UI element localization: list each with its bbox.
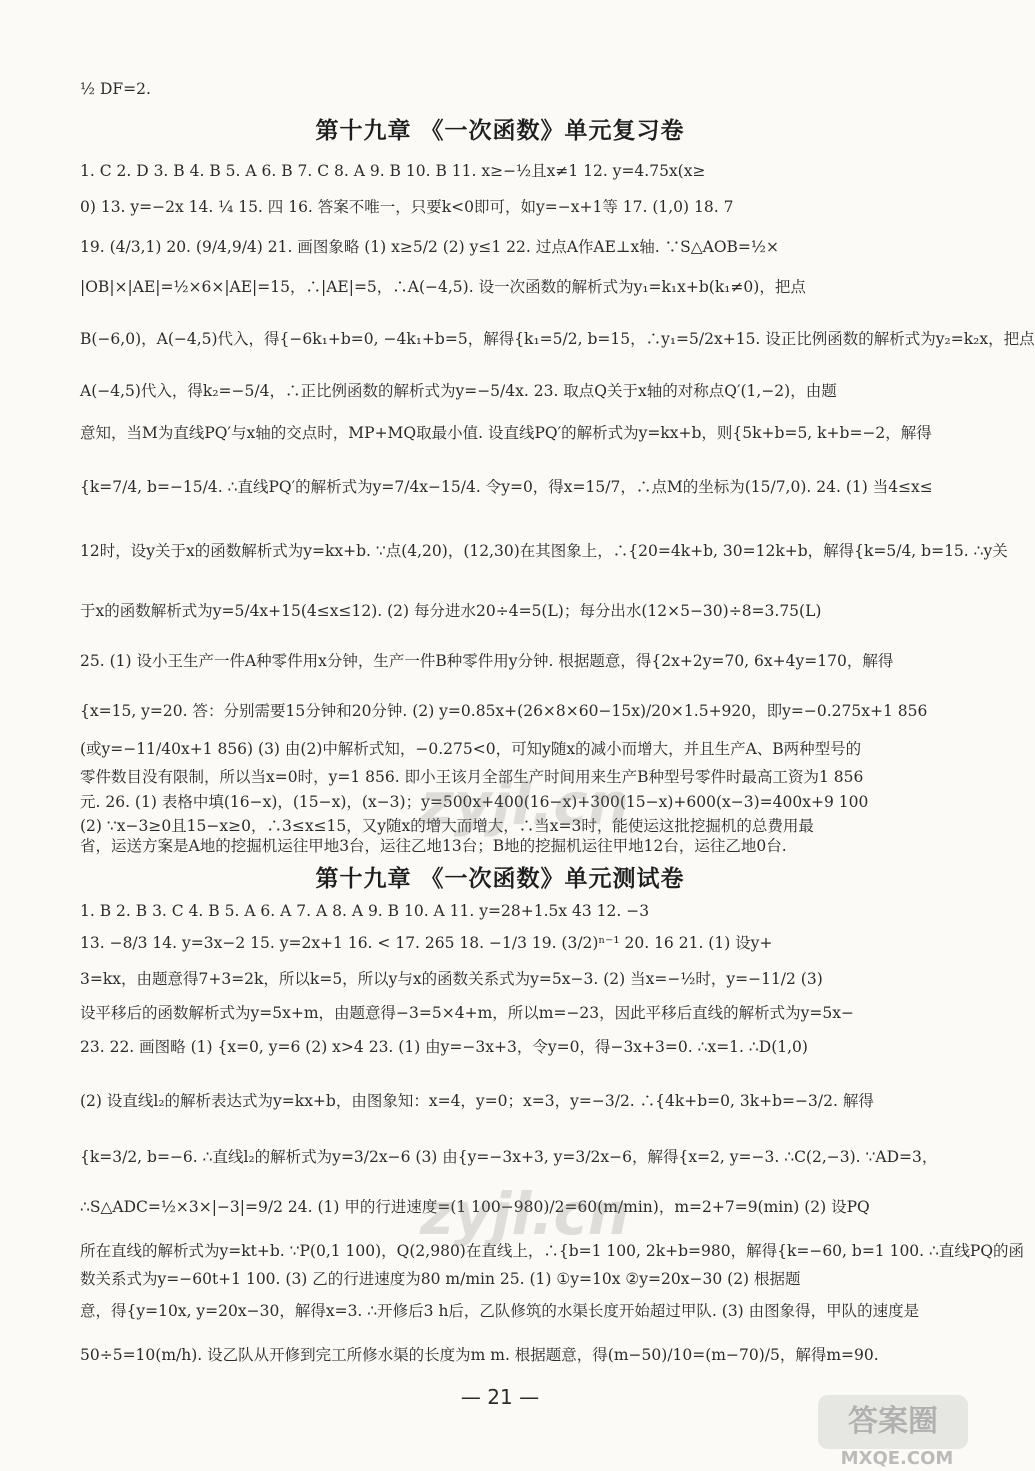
answer-line: 意知，当M为直线PQ′与x轴的交点时，MP+MQ取最小值. 设直线PQ′的解析式为y=kx+b，则{5k+b=5, k+b=−2，解得 (80, 424, 932, 442)
answer-line: (2) ∵x−3≥0且15−x≥0，∴3≤x≤15，又y随x的增大而增大，∴当x=3时，能使运这批挖掘机的总费用最 (80, 817, 814, 835)
answer-line: 于x的函数解析式为y=5/4x+15(4≤x≤12). (2) 每分进水20÷4=5(L)；每分出水(12×5−30)÷8=3.75(L) (80, 602, 822, 620)
answer-line: 23. 22. 画图略 (1) {x=0, y=6 (2) x>4 23. (1) 由y=−3x+3，令y=0，得−3x+3=0. ∴x=1. ∴D(1,0) (80, 1038, 808, 1056)
answer-line: {x=15, y=20. 答：分别需要15分钟和20分钟. (2) y=0.85x+(26×8×60−15x)/20×1.5+920，即y=−0.275x+1 856 (80, 702, 928, 720)
answer-line: 3=kx，由题意得7+3=2k，所以k=5，所以y与x的函数关系式为y=5x−3. (2) 当x=−½时，y=−11/2 (3) (80, 970, 823, 988)
answer-line: 25. (1) 设小王生产一件A种零件用x分钟，生产一件B种零件用y分钟. 根据题意，得{2x+2y=70, 6x+4y=170，解得 (80, 652, 894, 670)
answer-line: ∴S△ADC=½×3×|−3|=9/2 24. (1) 甲的行进速度=(1 100−980)/2=60(m/min)，m=2+7=9(min) (2) 设PQ (80, 1198, 870, 1216)
answer-line: 1. C 2. D 3. B 4. B 5. A 6. B 7. C 8. A 9. B 10. B 11. x≥−½且x≠1 12. y=4.75x(x≥ (80, 162, 706, 180)
answer-line: 省，运送方案是A地的挖掘机运往甲地3台，运往乙地13台；B地的挖掘机运往甲地12台，运往乙地0台. (80, 837, 787, 855)
watermark-text: zyjl.cn (420, 1180, 630, 1248)
answer-line: 50÷5=10(m/h). 设乙队从开修到完工所修水渠的长度为m m. 根据题意，得(m−50)/10=(m−70)/5，解得m=90. (80, 1346, 879, 1364)
answer-line: {k=7/4, b=−15/4. ∴直线PQ′的解析式为y=7/4x−15/4. 令y=0，得x=15/7，∴点M的坐标为(15/7,0). 24. (1) 当4≤x≤ (80, 478, 933, 496)
watermark-url: MXQE.COM (840, 1448, 954, 1469)
answer-line: 19. (4/3,1) 20. (9/4,9/4) 21. 画图象略 (1) x≥5/2 (2) y≤1 22. 过点A作AE⊥x轴. ∵S△AOB=½× (80, 238, 779, 256)
answer-line: |OB|×|AE|=½×6×|AE|=15，∴|AE|=5，∴A(−4,5). 设一次函数的解析式为y₁=k₁x+b(k₁≠0)，把点 (80, 278, 806, 296)
watermark-text: zyjl.cn (420, 770, 630, 838)
answer-line: (或y=−11/40x+1 856) (3) 由(2)中解析式知，−0.275<0，可知y随x的减小而增大，并且生产A、B两种型号的 (80, 740, 862, 758)
answer-line: 所在直线的解析式为y=kt+b. ∵P(0,1 100)，Q(2,980)在直线上，∴{b=1 100, 2k+b=980，解得{k=−60, b=1 100. ∴直线PQ的函 (80, 1242, 1025, 1260)
watermark-logo: 答案圈 (818, 1395, 968, 1449)
answer-line: 13. −8/3 14. y=3x−2 15. y=2x+1 16. < 17. 265 18. −1/3 19. (3/2)ⁿ⁻¹ 20. 16 21. (1) 设y+ (80, 934, 773, 952)
answer-line: A(−4,5)代入，得k₂=−5/4，∴正比例函数的解析式为y=−5/4x. 23. 取点Q关于x轴的对称点Q′(1,−2)，由题 (80, 382, 837, 400)
review-section-title: 第十九章 《一次函数》单元复习卷 (315, 118, 685, 144)
intro-line: ½ DF=2. (80, 80, 151, 98)
answer-line: 1. B 2. B 3. C 4. B 5. A 6. A 7. A 8. A 9. B 10. A 11. y=28+1.5x 43 12. −3 (80, 902, 650, 920)
answer-line: (2) 设直线l₂的解析表达式为y=kx+b，由图象知：x=4，y=0；x=3，y=−3/2. ∴{4k+b=0, 3k+b=−3/2. 解得 (80, 1092, 874, 1110)
answer-line: 意，得{y=10x, y=20x−30，解得x=3. ∴开修后3 h后，乙队修筑的水渠长度开始超过甲队. (3) 由图象得，甲队的速度是 (80, 1302, 920, 1320)
answer-line: 元. 26. (1) 表格中填(16−x)，(15−x)，(x−3)；y=500x+400(16−x)+300(15−x)+600(x−3)=400x+9 100 (80, 793, 869, 811)
test-section-title: 第十九章 《一次函数》单元测试卷 (315, 866, 685, 892)
page-number: — 21 — (460, 1385, 540, 1409)
answer-line: 零件数目没有限制，所以当x=0时，y=1 856. 即小王该月全部生产时间用来生产B种型号零件时最高工资为1 856 (80, 768, 864, 786)
answer-line: 设平移后的函数解析式为y=5x+m，由题意得−3=5×4+m，所以m=−23，因此平移后直线的解析式为y=5x− (80, 1004, 854, 1022)
answer-line: 12时，设y关于x的函数解析式为y=kx+b. ∵点(4,20)，(12,30)在其图象上，∴{20=4k+b, 30=12k+b，解得{k=5/4, b=15. ∴y关 (80, 542, 1008, 560)
answer-line: B(−6,0)，A(−4,5)代入，得{−6k₁+b=0, −4k₁+b=5，解得{k₁=5/2, b=15，∴y₁=5/2x+15. 设正比例函数的解析式为y₂=k₂x，把点 (80, 330, 1035, 348)
answer-line: {k=3/2, b=−6. ∴直线l₂的解析式为y=3/2x−6 (3) 由{y=−3x+3, y=3/2x−6，解得{x=2, y=−3. ∴C(2,−3). ∵AD=3， (80, 1148, 938, 1166)
answer-line: 0) 13. y=−2x 14. ¼ 15. 四 16. 答案不唯一，只要k<0即可，如y=−x+1等 17. (1,0) 18. 7 (80, 198, 734, 216)
answer-line: 数关系式为y=−60t+1 100. (3) 乙的行进速度为80 m/min 25. (1) ①y=10x ②y=20x−30 (2) 根据题 (80, 1270, 801, 1288)
